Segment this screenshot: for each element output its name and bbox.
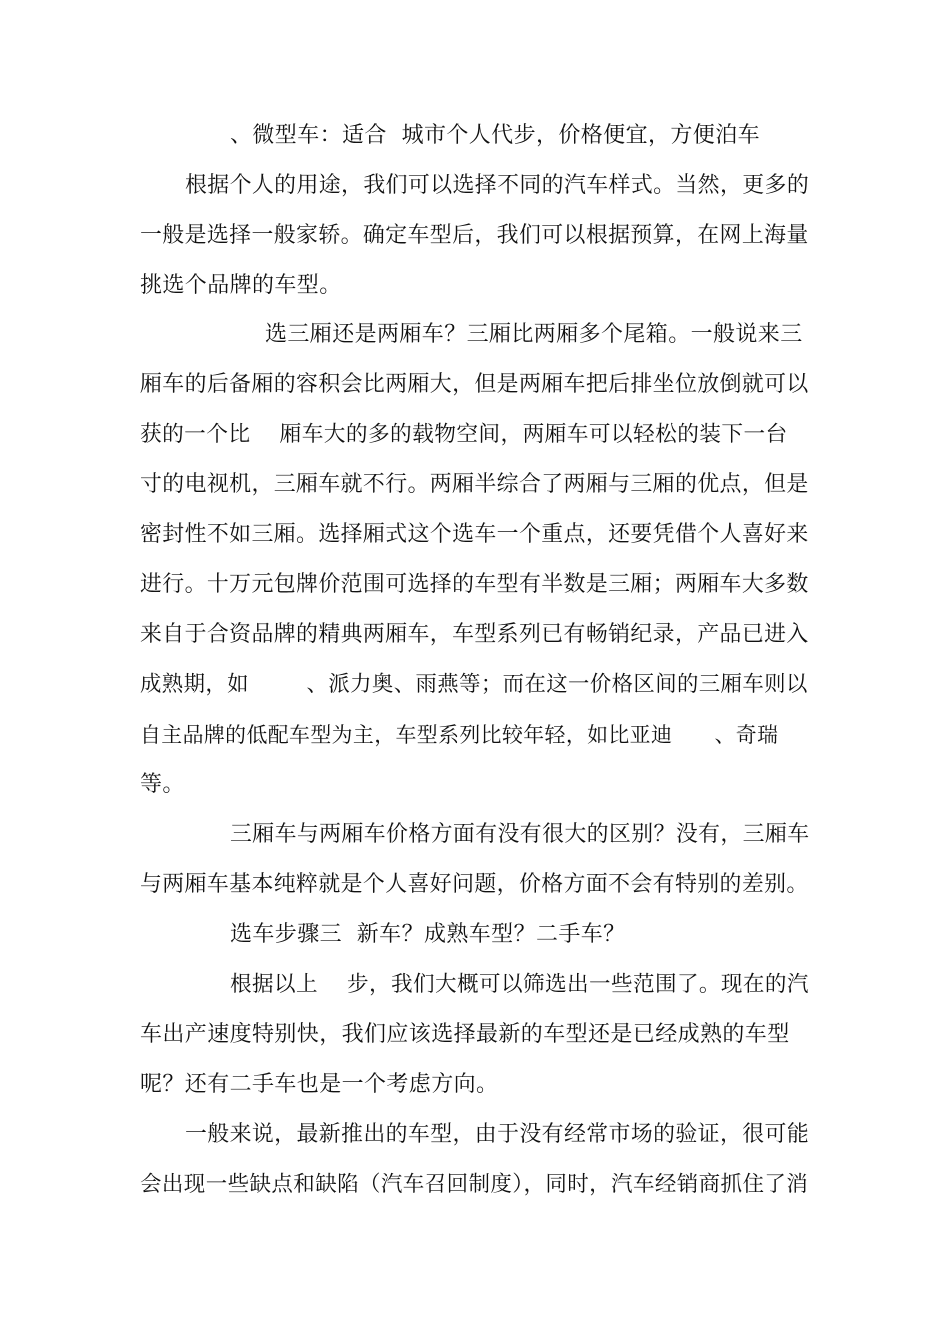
- text-line-20: 呢？还有二手车也是一个考虑方向。: [140, 1072, 499, 1097]
- text-line-1: 、微型车：适合 城市个人代步，价格便宜，方便泊车: [230, 123, 760, 148]
- text-line-4: 挑选个品牌的车型。: [140, 273, 342, 298]
- text-line-11: 来自于合资品牌的精典两厢车，车型系列已有畅销纪录，产品已进入: [140, 622, 809, 647]
- text-line-19: 车出产速度特别快，我们应该选择最新的车型还是已经成熟的车型: [140, 1022, 790, 1047]
- text-line-10: 进行。十万元包牌价范围可选择的车型有半数是三厢；两厢车大多数: [140, 572, 809, 597]
- text-line-8: 寸的电视机，三厢车就不行。两厢半综合了两厢与三厢的优点，但是: [140, 472, 809, 497]
- text-line-7: 获的一个比 厢车大的多的载物空间，两厢车可以轻松的装下一台: [140, 422, 788, 447]
- text-line-13: 自主品牌的低配车型为主，车型系列比较年轻，如比亚迪 、奇瑞: [140, 723, 779, 747]
- text-line-14: 等。: [140, 772, 185, 797]
- text-line-16: 与两厢车基本纯粹就是个人喜好问题，价格方面不会有特别的差别。: [140, 872, 809, 897]
- text-line-3: 一般是选择一般家轿。确定车型后，我们可以根据预算，在网上海量: [140, 223, 809, 248]
- text-line-12: 成熟期，如 、派力奥、雨燕等；而在这一价格区间的三厢车则以: [140, 672, 808, 697]
- section-heading-step-three: 选车步骤三 新车？成熟车型？二手车？: [230, 922, 626, 947]
- text-line-5: 选三厢还是两厢车？三厢比两厢多个尾箱。一般说来三: [265, 322, 803, 347]
- text-line-6: 厢车的后备厢的容积会比两厢大，但是两厢车把后排坐位放倒就可以: [140, 372, 809, 397]
- text-line-15: 三厢车与两厢车价格方面有没有很大的区别？没有，三厢车: [230, 822, 810, 847]
- text-line-21: 一般来说，最新推出的车型，由于没有经常市场的验证，很可能: [185, 1122, 810, 1147]
- text-line-2: 根据个人的用途，我们可以选择不同的汽车样式。当然，更多的: [185, 173, 810, 198]
- text-line-22: 会出现一些缺点和缺陷（汽车召回制度），同时，汽车经销商抓住了消: [140, 1172, 809, 1197]
- text-line-18: 根据以上 步，我们大概可以筛选出一些范围了。现在的汽: [230, 972, 809, 997]
- text-line-9: 密封性不如三厢。选择厢式这个选车一个重点，还要凭借个人喜好来: [140, 522, 809, 547]
